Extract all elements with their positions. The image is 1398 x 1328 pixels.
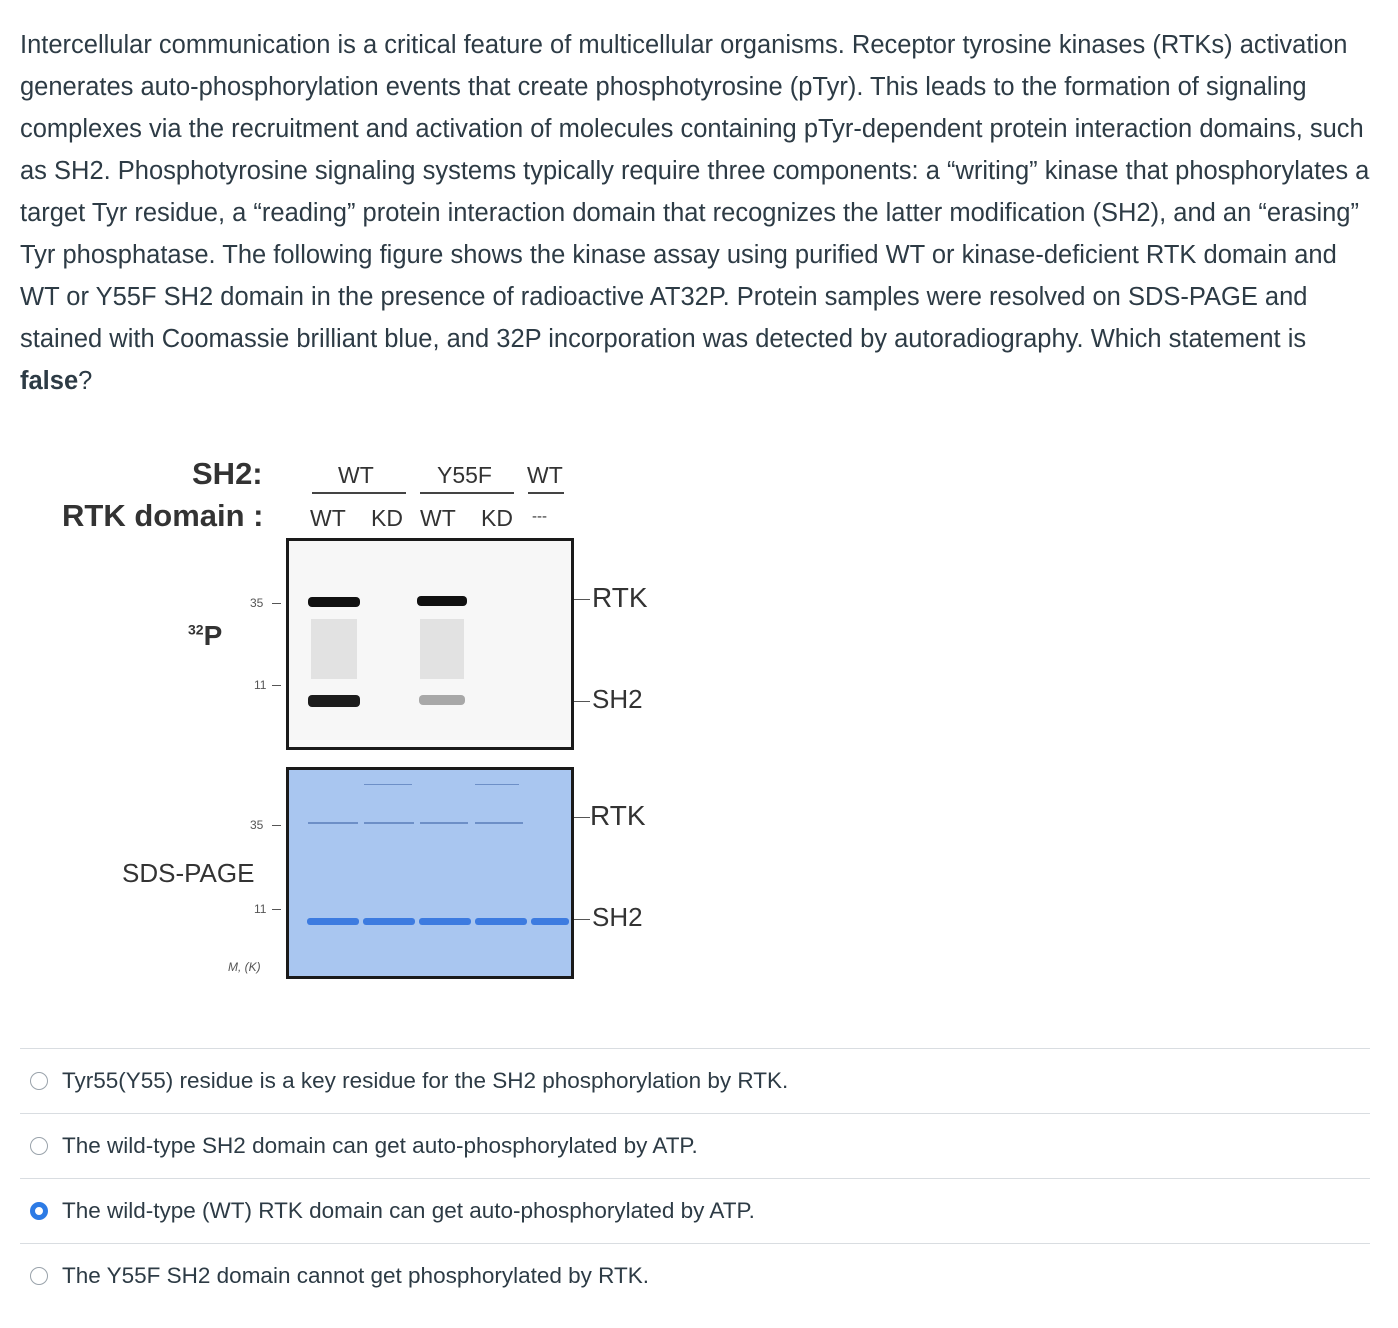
cb-rtk-band-lane1	[308, 822, 358, 824]
rtk-lane-2: KD	[371, 505, 403, 531]
radio-selected-icon[interactable]	[30, 1202, 48, 1220]
autoradiograph-panel	[286, 538, 574, 750]
sh2-bottom-label: SH2	[592, 902, 643, 932]
answer-option-label: The Y55F SH2 domain cannot get phosphorylated by RTK.	[62, 1263, 650, 1288]
rtk-lane-1: WT	[310, 505, 346, 531]
rtk-bottom-pointer	[574, 817, 590, 818]
mw-35-top-tick	[272, 603, 281, 604]
cb-sh2-band-lane3	[419, 918, 471, 925]
mw-11-top-tick	[272, 685, 281, 686]
answer-option-3[interactable]	[20, 1178, 1370, 1243]
cb-rtk-band-lane3	[420, 822, 468, 824]
cb-sh2-band-lane2	[363, 918, 415, 925]
sh2-top-label: SH2	[592, 684, 643, 714]
rtk-lane-5: ---	[532, 508, 547, 525]
mw-35-bottom-tick	[272, 825, 281, 826]
sh2-lane-y55f: Y55F	[437, 462, 492, 488]
sds-page-panel	[286, 767, 574, 979]
sh2-top-pointer	[574, 701, 590, 702]
sh2-wt-control-underline	[528, 492, 564, 494]
p32-sh2-band-lane3	[419, 695, 465, 705]
sh2-wt-underline	[312, 492, 406, 494]
sds-page-label: SDS-PAGE	[122, 858, 255, 888]
p32-smear-lane1	[311, 619, 357, 679]
sh2-bottom-pointer	[574, 919, 590, 920]
cb-sh2-band-lane5	[531, 918, 569, 925]
cb-rtk-band-lane4	[475, 822, 523, 824]
answer-options	[20, 1048, 1370, 1308]
p32-superscript: 32	[188, 621, 204, 638]
radio-icon[interactable]	[30, 1137, 48, 1155]
sh2-row-label: SH2:	[192, 456, 263, 491]
rtk-lane-3: WT	[420, 505, 456, 531]
answer-option-label: The wild-type SH2 domain can get auto-phosphorylated by ATP.	[62, 1133, 698, 1158]
rtk-bottom-label: RTK	[590, 800, 646, 831]
mw-11-bottom-tick	[272, 909, 281, 910]
answer-option-4[interactable]	[20, 1243, 1370, 1308]
question-emphasis: false	[20, 367, 79, 395]
mw-unit: M, (K)	[228, 960, 261, 974]
p32-smear-lane3	[420, 619, 464, 679]
cb-sh2-band-lane4	[475, 918, 527, 925]
rtk-top-pointer	[574, 599, 590, 600]
cb-sh2-band-lane1	[307, 918, 359, 925]
question-body: Intercellular communication is a critical feature of multicellular organisms. Receptor tyrosine kinases (RTKs) activation generates auto-phosphorylation events that create phosphotyrosine (pTyr). This leads to the formation of signaling complexes via the recruitment and activation of molecules containing pTyr-dependent protein interaction domains, such as SH2. Phosphotyrosine signaling systems typically require three components: a “writing” kinase that phosphorylates a target Tyr residue, a “reading” protein interaction domain that recognizes the latter modification (SH2), and an “erasing” Tyr phosphatase. The following figure shows the kinase assay using purified WT or kinase-deficient RTK domain and WT or Y55F SH2 domain in the presence of radioactive AT32P. Protein samples were resolved on SDS-PAGE and stained with Coomassie brilliant blue, and 32P incorporation was detected by autoradiography. Which statement is	[20, 31, 1370, 353]
sh2-lane-wt-control: WT	[527, 462, 563, 488]
p32-label	[188, 620, 222, 652]
p32-rtk-band-lane3	[417, 596, 467, 606]
p32-rtk-band-lane1	[308, 597, 360, 607]
cb-faint-top-lane2	[364, 784, 412, 785]
rtk-row-label: RTK domain :	[62, 498, 264, 533]
question-end: ?	[78, 367, 93, 395]
mw-11-bottom: 11	[254, 902, 267, 916]
p32-sh2-band-lane1	[308, 695, 360, 707]
rtk-top-label: RTK	[592, 582, 648, 613]
cb-faint-top-lane4	[475, 784, 519, 785]
kinase-assay-figure	[0, 440, 700, 1000]
sh2-lane-wt: WT	[338, 462, 374, 488]
answer-option-2[interactable]	[20, 1113, 1370, 1178]
answer-option-1[interactable]	[20, 1048, 1370, 1113]
rtk-lane-4: KD	[481, 505, 513, 531]
mw-35-bottom: 35	[250, 818, 264, 832]
answer-option-label: The wild-type (WT) RTK domain can get auto-phosphorylated by ATP.	[62, 1198, 755, 1223]
p32-letter: P	[203, 620, 223, 651]
cb-rtk-band-lane2	[364, 822, 414, 824]
radio-icon[interactable]	[30, 1072, 48, 1090]
radio-icon[interactable]	[30, 1267, 48, 1285]
answer-option-label: Tyr55(Y55) residue is a key residue for the SH2 phosphorylation by RTK.	[62, 1068, 789, 1093]
mw-11-top: 11	[254, 678, 267, 692]
question-text	[20, 24, 1370, 402]
mw-35-top: 35	[250, 596, 264, 610]
sh2-y55f-underline	[420, 492, 514, 494]
